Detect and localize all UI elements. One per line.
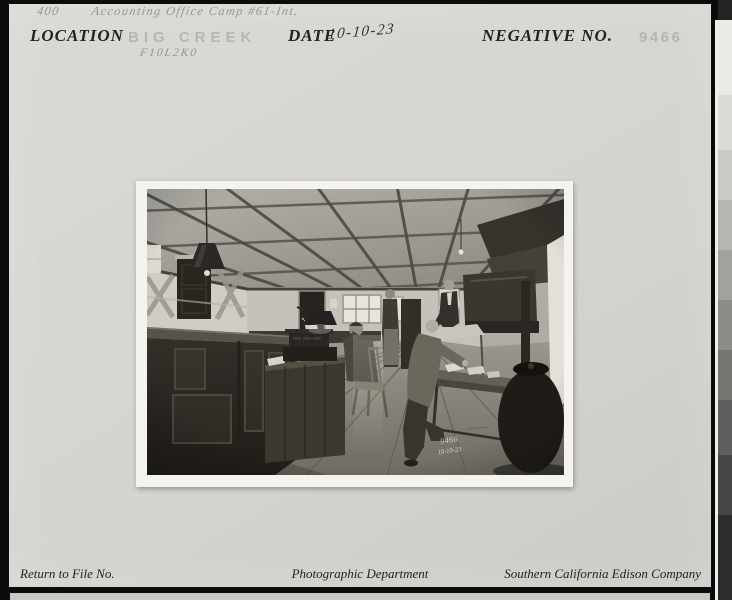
footer-company: Southern California Edison Company [504,566,701,581]
date-value: 10-10-23 [327,20,396,44]
wedge-patch [718,95,732,150]
photograph-print [136,181,573,487]
location-label: LOCATION [30,26,124,45]
negative-number-label: NEGATIVE NO. [482,26,614,45]
inscription-date: 10-10-23 [437,446,462,457]
inscription-negative-number: 9466 [439,434,459,446]
location-stamp: BIG CREEK [128,29,257,46]
wedge-patch [718,400,732,455]
wedge-patch [718,455,732,515]
wedge-patch [718,515,732,600]
footer-return-to-file: Return to File No. [20,566,115,581]
negative-number-value: 9466 [639,29,683,46]
pencil-annotation [36,4,300,19]
footer-department: Photographic Department [291,566,429,581]
wedge-patch [718,150,732,200]
scan-bottom-strip [10,593,710,600]
wedge-patch [718,20,732,95]
wedge-patch [718,0,732,20]
location-pencil-code: F10L2K0 [139,47,199,59]
date-label: DATE [288,26,337,45]
wedge-patch [718,300,732,350]
vignette [147,189,564,475]
wedge-patch [718,350,732,400]
wedge-patch [718,200,732,250]
grayscale-wedge [718,0,732,600]
pencil-note-text: Accounting Office Camp #61-Int. [90,4,300,18]
wedge-patch [718,250,732,300]
pencil-number: 400 [36,4,61,18]
photograph-scene [147,189,564,475]
